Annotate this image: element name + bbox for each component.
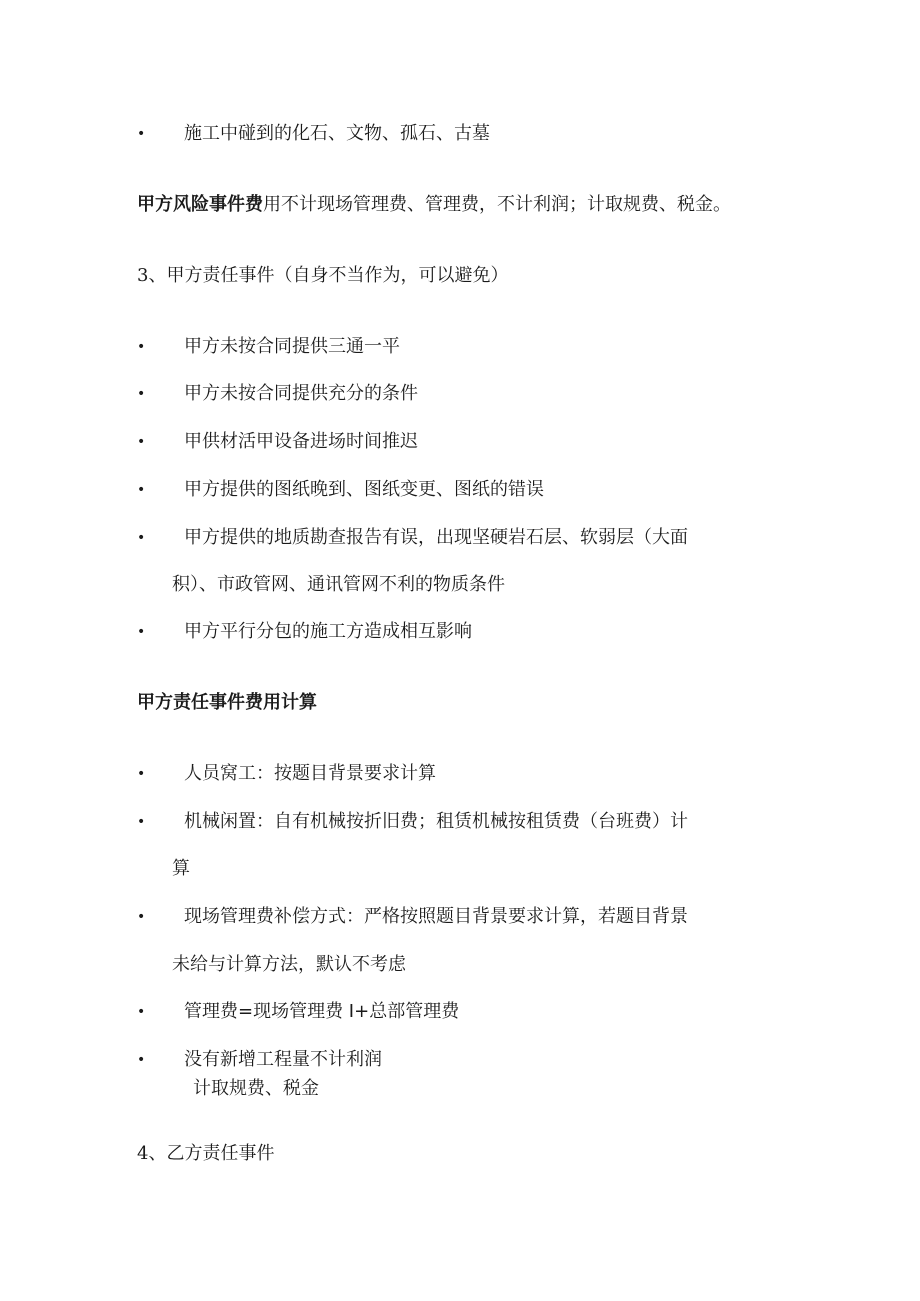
list-item: 甲方提供的图纸晚到、图纸变更、图纸的错误 — [184, 479, 544, 500]
bullet-marker: • — [137, 624, 146, 640]
list-item: 没有新增工程量不计利润 — [184, 1049, 382, 1070]
list-item: 甲供材活甲设备进场时间推迟 — [184, 431, 418, 452]
list-item: 现场管理费补偿方式：严格按照题目背景要求计算，若题目背景 — [184, 906, 688, 927]
section4-heading — [137, 1142, 274, 1166]
bullet-marker: • — [137, 1004, 146, 1020]
list-item: 管理费=现场管理费 I+总部管理费 — [184, 1001, 460, 1022]
section3-number: 3 — [137, 265, 149, 286]
bullet-marker: • — [137, 909, 146, 925]
bullet-marker: • — [137, 339, 146, 355]
bullet-marker: • — [137, 482, 146, 498]
bullet-marker: • — [137, 530, 146, 546]
risk-fee-note — [137, 193, 731, 217]
list-item: 甲方未按合同提供三通一平 — [184, 336, 400, 357]
list-item: 甲方平行分包的施工方造成相互影响 — [184, 621, 472, 642]
bullet-marker: • — [137, 1052, 146, 1068]
bullet-marker: • — [137, 814, 146, 830]
section4-number: 4 — [137, 1143, 149, 1164]
list-item-continuation: 积）、市政管网、通讯管网不利的物质条件 — [172, 574, 505, 595]
fee-calc-heading: 甲方责任事件费用计算 — [137, 692, 317, 713]
risk-fee-text: 用不计现场管理费、管理费，不计利润；计取规费、税金。 — [263, 194, 731, 215]
list-item-continuation: 算 — [172, 858, 190, 879]
risk-fee-label: 甲方风险事件费 — [137, 194, 263, 215]
section3-heading — [137, 264, 508, 288]
section3-title: 、甲方责任事件（自身不当作为，可以避免） — [148, 265, 509, 286]
section4-title: 、乙方责任事件 — [148, 1143, 275, 1164]
list-item: 甲方提供的地质勘查报告有误，出现坚硬岩石层、软弱层（大面 — [184, 527, 688, 548]
list-item-continuation: 未给与计算方法，默认不考虑 — [172, 954, 406, 975]
list-item: 机械闲置：自有机械按折旧费；租赁机械按租赁费（台班费）计 — [184, 811, 688, 832]
list-item-subline: 计取规费、税金 — [193, 1078, 319, 1099]
bullet-marker: • — [137, 126, 146, 142]
intro-bullet-text: 施工中碰到的化石、文物、孤石、古墓 — [184, 123, 490, 144]
bullet-marker: • — [137, 434, 146, 450]
bullet-marker: • — [137, 766, 146, 782]
list-item: 甲方未按合同提供充分的条件 — [184, 383, 418, 404]
list-item: 人员窝工：按题目背景要求计算 — [184, 763, 436, 784]
bullet-marker: • — [137, 386, 146, 402]
